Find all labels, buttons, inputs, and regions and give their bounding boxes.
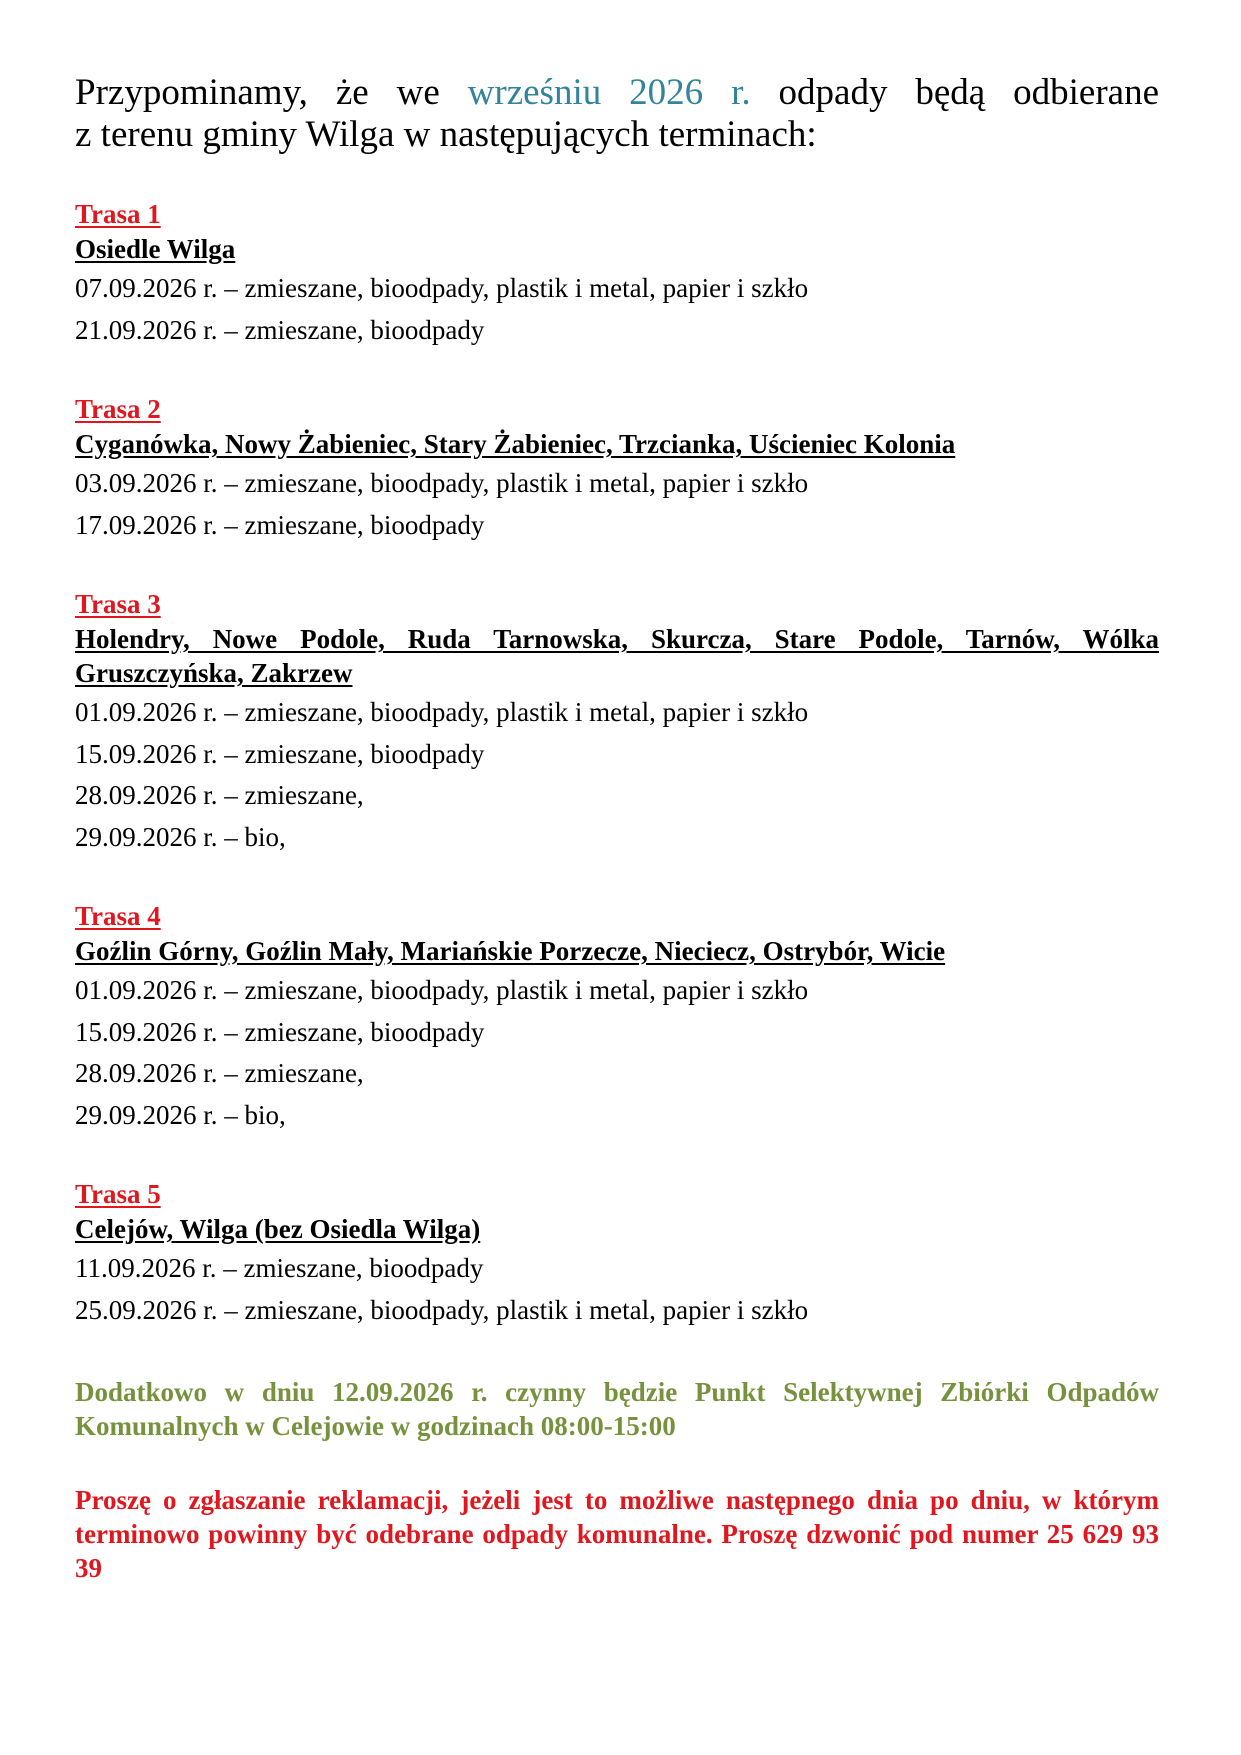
- route-places: Osiedle Wilga: [75, 234, 236, 264]
- route-places: Goźlin Górny, Goźlin Mały, Mariańskie Porzecze, Nieciecz, Ostrybór, Wicie: [75, 936, 946, 966]
- route-2: [75, 391, 1159, 546]
- schedule-entry: 28.09.2026 r. – zmieszane,: [75, 780, 364, 810]
- schedule-entry: 03.09.2026 r. – zmieszane, bioodpady, plastik i metal, papier i szkło: [75, 468, 809, 498]
- route-1: [75, 196, 1159, 351]
- intro-paragraph: [75, 72, 1159, 156]
- schedule-entry: 21.09.2026 r. – zmieszane, bioodpady: [75, 314, 485, 345]
- schedule-entry: 01.09.2026 r. – zmieszane, bioodpady, plastik i metal, papier i szkło: [75, 975, 809, 1005]
- route-entries: [75, 970, 1159, 1136]
- schedule-entry: 29.09.2026 r. – bio,: [75, 821, 286, 852]
- schedule-entry: 15.09.2026 r. – zmieszane, bioodpady: [75, 1016, 485, 1047]
- route-3: [75, 586, 1159, 858]
- intro-text-before: Przypominamy, że we: [75, 72, 468, 113]
- complaint-notice: Proszę o zgłaszanie reklamacji, jeżeli jest to możliwe następnego dnia po dniu, w którym terminowo powinny być odebrane odpady komunalne. Proszę dzwonić pod numer 25 629 93 39: [75, 1485, 1159, 1583]
- routes-list: [75, 196, 1159, 1331]
- schedule-entry: 25.09.2026 r. – zmieszane, bioodpady, plastik i metal, papier i szkło: [75, 1294, 809, 1325]
- intro-text-after: odpady będą odbierane: [750, 72, 1159, 113]
- route-entries: [75, 268, 1159, 351]
- route-title: Trasa 5: [75, 1179, 161, 1209]
- route-title: Trasa 3: [75, 589, 161, 619]
- extra-collection-note: Dodatkowo w dniu 12.09.2026 r. czynny będzie Punkt Selektywnej Zbiórki Odpadów Komunalnych w Celejowie w godzinach 08:00-15:00: [75, 1377, 1159, 1441]
- route-entries: [75, 692, 1159, 858]
- route-title: Trasa 4: [75, 901, 161, 931]
- schedule-entry: 07.09.2026 r. – zmieszane, bioodpady, plastik i metal, papier i szkło: [75, 273, 809, 303]
- schedule-entry: 01.09.2026 r. – zmieszane, bioodpady, plastik i metal, papier i szkło: [75, 697, 809, 727]
- intro-line-2: z terenu gminy Wilga w następujących terminach:: [75, 114, 817, 155]
- route-entries: [75, 463, 1159, 546]
- document-page: [75, 72, 1159, 1612]
- route-5: [75, 1176, 1159, 1331]
- route-places: Cyganówka, Nowy Żabieniec, Stary Żabieniec, Trzcianka, Uścieniec Kolonia: [75, 429, 956, 459]
- intro-line-1: [75, 72, 1159, 114]
- route-places: Celejów, Wilga (bez Osiedla Wilga): [75, 1214, 481, 1244]
- schedule-entry: 28.09.2026 r. – zmieszane,: [75, 1058, 364, 1088]
- schedule-entry: 15.09.2026 r. – zmieszane, bioodpady: [75, 738, 485, 769]
- route-title: Trasa 1: [75, 199, 161, 229]
- route-4: [75, 898, 1159, 1136]
- route-title: Trasa 2: [75, 394, 161, 424]
- intro-month-highlight: wrześniu 2026 r.: [467, 72, 751, 113]
- schedule-entry: 29.09.2026 r. – bio,: [75, 1099, 286, 1130]
- schedule-entry: 11.09.2026 r. – zmieszane, bioodpady: [75, 1253, 484, 1283]
- schedule-entry: 17.09.2026 r. – zmieszane, bioodpady: [75, 509, 485, 540]
- route-entries: [75, 1248, 1159, 1331]
- route-places: Holendry, Nowe Podole, Ruda Tarnowska, Skurcza, Stare Podole, Tarnów, Wólka Gruszczyńska, Zakrzew: [75, 624, 1159, 688]
